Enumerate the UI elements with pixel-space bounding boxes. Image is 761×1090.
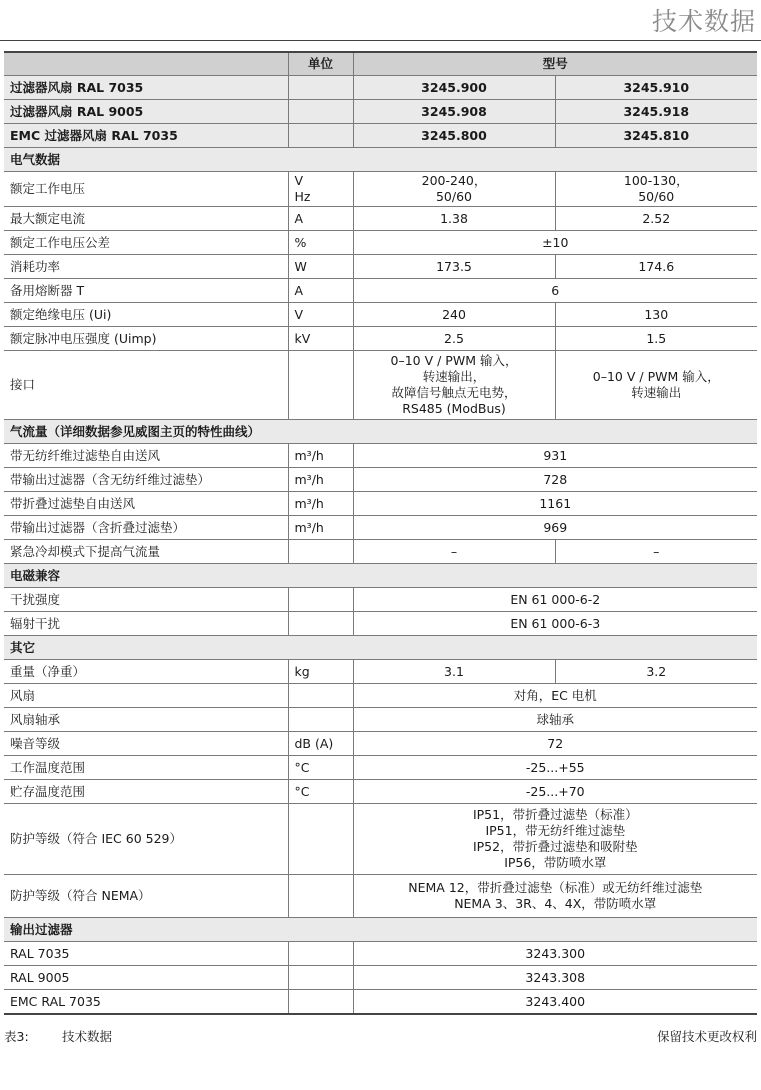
table-row [4,780,757,804]
header-unit: 单位 [288,52,353,76]
value-shared: 6 [353,279,757,303]
row-label: 干扰强度 [4,588,288,612]
row-label: 消耗功率 [4,255,288,279]
row-unit: % [288,231,353,255]
row-unit [288,540,353,564]
row-label: 贮存温度范围 [4,780,288,804]
section-row-electrical [4,148,757,172]
table-row [4,660,757,684]
value-1 [353,172,555,207]
row-unit: dB (A) [288,732,353,756]
value-line: NEMA 3、3R、4、4X，带防喷水罩 [454,896,657,911]
value-line: 50/60 [638,189,675,204]
value-shared: 3243.300 [353,942,757,966]
page-title: 技术数据 [651,7,756,36]
row-unit [288,172,353,207]
value-shared: 969 [353,516,757,540]
model-number-1: 3245.900 [353,76,555,100]
value-2: 2.52 [555,207,757,231]
table-row [4,468,757,492]
row-label: 重量（净重） [4,660,288,684]
value-line: 故障信号触点无电势， [391,385,517,400]
value-shared [353,875,757,918]
table-row [4,303,757,327]
model-number-2: 3245.910 [555,76,757,100]
row-unit [288,804,353,875]
value-shared: EN 61 000-6-2 [353,588,757,612]
row-unit [288,875,353,918]
model-unit [288,124,353,148]
row-unit: m³/h [288,492,353,516]
value-shared: ±10 [353,231,757,255]
table-row [4,516,757,540]
value-2: 1.5 [555,327,757,351]
page-header [0,0,761,41]
header-label-cell [4,52,288,76]
row-label: EMC RAL 7035 [4,990,288,1015]
row-unit: V [288,303,353,327]
model-label: 过滤器风扇 RAL 9005 [4,100,288,124]
table-row [4,684,757,708]
value-shared: 72 [353,732,757,756]
row-unit [288,588,353,612]
table-caption-text: 技术数据 [62,1029,113,1044]
section-title: 气流量（详细数据参见威图主页的特性曲线） [4,420,757,444]
row-label: 带输出过滤器（含无纺纤维过滤垫） [4,468,288,492]
value-shared: 球轴承 [353,708,757,732]
row-unit [288,942,353,966]
table-row [4,492,757,516]
table-row [4,327,757,351]
value-2: 3.2 [555,660,757,684]
table-row [4,207,757,231]
value-shared: 对角，EC 电机 [353,684,757,708]
table-row [4,540,757,564]
row-unit: °C [288,756,353,780]
section-title: 电气数据 [4,148,757,172]
value-line: 200-240， [421,173,487,188]
value-shared: -25...+70 [353,780,757,804]
unit-line: Hz [294,189,311,204]
row-unit: m³/h [288,516,353,540]
value-shared: -25...+55 [353,756,757,780]
row-label: 带折叠过滤垫自由送风 [4,492,288,516]
model-number-2: 3245.918 [555,100,757,124]
value-line: NEMA 12，带折叠过滤垫（标准）或无纺纤维过滤垫 [408,880,703,895]
row-label: 额定绝缘电压 (Ui) [4,303,288,327]
value-line: 50/60 [435,189,473,204]
row-unit: A [288,207,353,231]
table-row [4,990,757,1015]
row-label: 额定脉冲电压强度 (Uimp) [4,327,288,351]
row-label: 紧急冷却模式下提高气流量 [4,540,288,564]
value-shared: 3243.400 [353,990,757,1015]
section-title: 其它 [4,636,757,660]
row-label: 辐射干扰 [4,612,288,636]
value-line: IP51，带折叠过滤垫（标准） [472,807,638,822]
row-label: RAL 9005 [4,966,288,990]
row-unit: m³/h [288,444,353,468]
value-line: 转速输出， [422,369,486,384]
value-shared: 1161 [353,492,757,516]
header-model: 型号 [353,52,757,76]
technical-data-table [4,51,757,1015]
row-unit: m³/h [288,468,353,492]
table-caption-number: 表3: [4,1029,29,1044]
row-label: 风扇轴承 [4,708,288,732]
value-2 [555,351,757,420]
row-label: 额定工作电压公差 [4,231,288,255]
row-unit [288,684,353,708]
value-shared: EN 61 000-6-3 [353,612,757,636]
table-header-row [4,52,757,76]
model-label: EMC 过滤器风扇 RAL 7035 [4,124,288,148]
row-label: 带无纺纤维过滤垫自由送风 [4,444,288,468]
table-row [4,255,757,279]
row-label: 噪音等级 [4,732,288,756]
row-label: 工作温度范围 [4,756,288,780]
model-unit [288,100,353,124]
row-unit [288,708,353,732]
table-row [4,351,757,420]
model-number-1: 3245.800 [353,124,555,148]
row-label: 最大额定电流 [4,207,288,231]
value-2: 174.6 [555,255,757,279]
table-row [4,612,757,636]
table-row [4,172,757,207]
value-2: – [555,540,757,564]
value-1: – [353,540,555,564]
rights-notice: 保留技术更改权利 [656,1029,757,1044]
row-label: 接口 [4,351,288,420]
unit-line: V [294,173,304,188]
table-row [4,804,757,875]
row-label: 防护等级（符合 IEC 60 529） [4,804,288,875]
section-row-emc [4,564,757,588]
table-row [4,756,757,780]
row-unit: kg [288,660,353,684]
table-row [4,279,757,303]
model-row [4,76,757,100]
row-unit [288,990,353,1015]
section-row-airflow [4,420,757,444]
model-unit [288,76,353,100]
row-label: 防护等级（符合 NEMA） [4,875,288,918]
value-1: 173.5 [353,255,555,279]
row-unit [288,351,353,420]
table-row [4,732,757,756]
value-line: RS485 (ModBus) [402,401,506,416]
row-label: 风扇 [4,684,288,708]
row-unit: A [288,279,353,303]
section-row-other [4,636,757,660]
value-line: 0–10 V / PWM 输入， [592,369,720,384]
value-shared [353,804,757,875]
table-row [4,444,757,468]
row-unit: kV [288,327,353,351]
table-row [4,966,757,990]
row-unit: °C [288,780,353,804]
value-1 [353,351,555,420]
table-row [4,942,757,966]
row-label: 额定工作电压 [4,172,288,207]
table-row [4,588,757,612]
table-row [4,231,757,255]
model-label: 过滤器风扇 RAL 7035 [4,76,288,100]
value-1: 3.1 [353,660,555,684]
value-line: 0–10 V / PWM 输入， [390,353,518,368]
row-unit [288,966,353,990]
model-number-2: 3245.810 [555,124,757,148]
value-line: IP56，带防喷水罩 [504,855,607,870]
value-2 [555,172,757,207]
value-line: IP51，带无纺纤维过滤垫 [485,823,626,838]
value-shared: 3243.308 [353,966,757,990]
value-1: 2.5 [353,327,555,351]
value-2: 130 [555,303,757,327]
row-label: 备用熔断器 T [4,279,288,303]
row-label: RAL 7035 [4,942,288,966]
value-shared: 931 [353,444,757,468]
value-line: 转速输出 [631,385,682,400]
section-title: 输出过滤器 [4,918,757,942]
table-row [4,875,757,918]
value-1: 1.38 [353,207,555,231]
model-number-1: 3245.908 [353,100,555,124]
section-title: 电磁兼容 [4,564,757,588]
row-label: 带输出过滤器（含折叠过滤垫） [4,516,288,540]
table-row [4,708,757,732]
value-shared: 728 [353,468,757,492]
row-unit [288,612,353,636]
model-row [4,124,757,148]
value-line: IP52，带折叠过滤垫和吸附垫 [472,839,638,854]
row-unit: W [288,255,353,279]
model-row [4,100,757,124]
section-row-output-filter [4,918,757,942]
value-line: 100-130， [623,173,689,188]
value-1: 240 [353,303,555,327]
